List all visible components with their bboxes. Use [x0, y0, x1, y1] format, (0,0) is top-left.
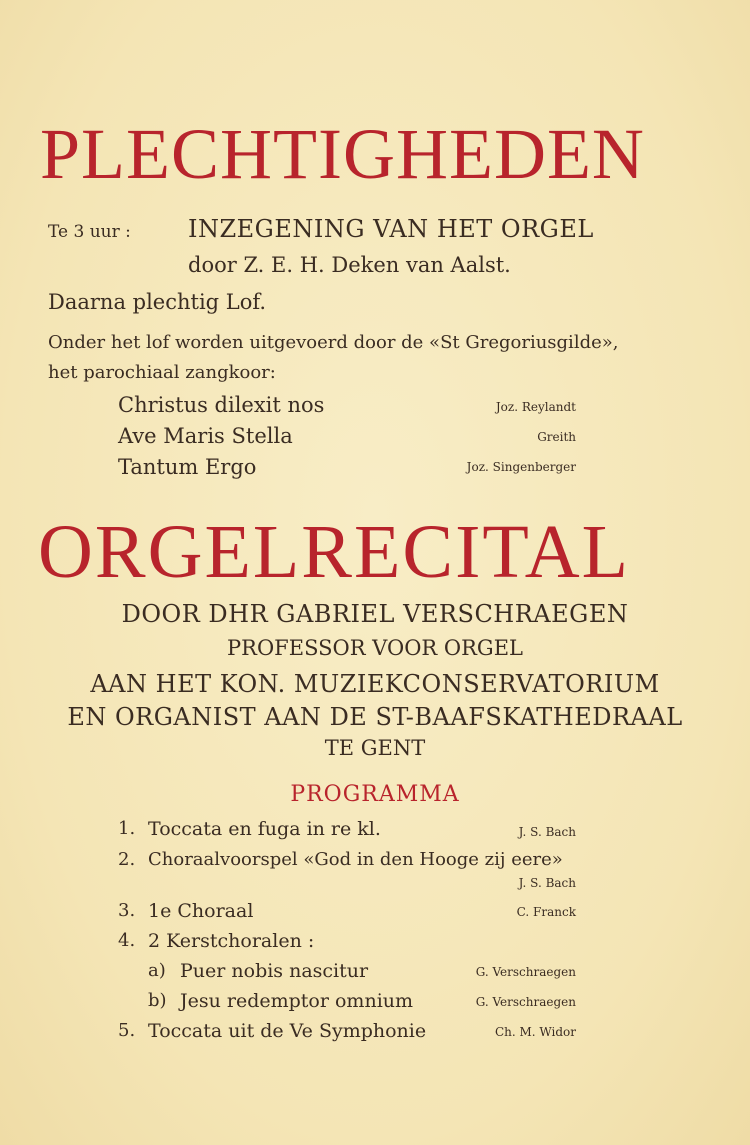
program-item-composer: G. Verschraegen	[475, 965, 576, 979]
officiant-line: door Z. E. H. Deken van Aalst.	[188, 253, 511, 277]
program-item-num: 5.	[118, 1020, 136, 1041]
recital-line: DOOR DHR GABRIEL VERSCHRAEGEN	[121, 600, 629, 628]
piece-title: Ave Maris Stella	[118, 424, 293, 448]
program-item-composer: C. Franck	[516, 905, 576, 919]
section-title-orgelrecital: ORGELRECITAL	[38, 510, 631, 594]
program-item-composer: G. Verschraegen	[475, 995, 576, 1009]
program-item-title: Jesu redemptor omnium	[180, 990, 414, 1012]
program-item-composer: J. S. Bach	[518, 876, 576, 890]
piece-title: Christus dilexit nos	[118, 393, 325, 417]
section-title-plechtigheden: PLECHTIGHEDEN	[40, 114, 645, 194]
program-item-num: b)	[148, 990, 167, 1011]
intro-line-1: Onder het lof worden uitgevoerd door de «St Gregoriusgilde»,	[48, 332, 619, 353]
program-item-composer: Ch. M. Widor	[494, 1025, 576, 1039]
program-item-title: 2 Kerstchoralen :	[148, 930, 315, 952]
recital-line: PROFESSOR VOOR ORGEL	[227, 636, 523, 660]
program-item-num: 2.	[118, 849, 136, 870]
program-item-num: a)	[148, 960, 166, 981]
intro-line-2: het parochiaal zangkoor:	[48, 362, 276, 383]
recital-line: EN ORGANIST AAN DE ST-BAAFSKATHEDRAAL	[67, 703, 683, 731]
piece-composer: Joz. Singenberger	[466, 460, 576, 474]
program-item-num: 1.	[118, 818, 136, 839]
program-item-title: Choraalvoorspel «God in den Hooge zij eere»	[148, 849, 563, 870]
piece-composer: Greith	[537, 430, 576, 444]
program-item-num: 3.	[118, 900, 136, 921]
program-item-title: Puer nobis nascitur	[180, 960, 369, 982]
program-item-title: Toccata uit de Ve Symphonie	[148, 1020, 427, 1042]
recital-line: TE GENT	[324, 736, 426, 760]
time-label: Te 3 uur :	[48, 222, 131, 242]
piece-composer: Joz. Reylandt	[495, 400, 576, 414]
program-item-num: 4.	[118, 930, 136, 951]
program-item-composer: J. S. Bach	[518, 825, 576, 839]
program-item-title: 1e Choraal	[148, 900, 254, 922]
piece-title: Tantum Ergo	[118, 455, 257, 479]
event-line: INZEGENING VAN HET ORGEL	[188, 215, 594, 243]
programma-heading: PROGRAMMA	[290, 782, 460, 807]
after-line: Daarna plechtig Lof.	[48, 290, 267, 314]
recital-line: AAN HET KON. MUZIEKCONSERVATORIUM	[90, 670, 660, 698]
program-item-title: Toccata en fuga in re kl.	[148, 818, 381, 840]
